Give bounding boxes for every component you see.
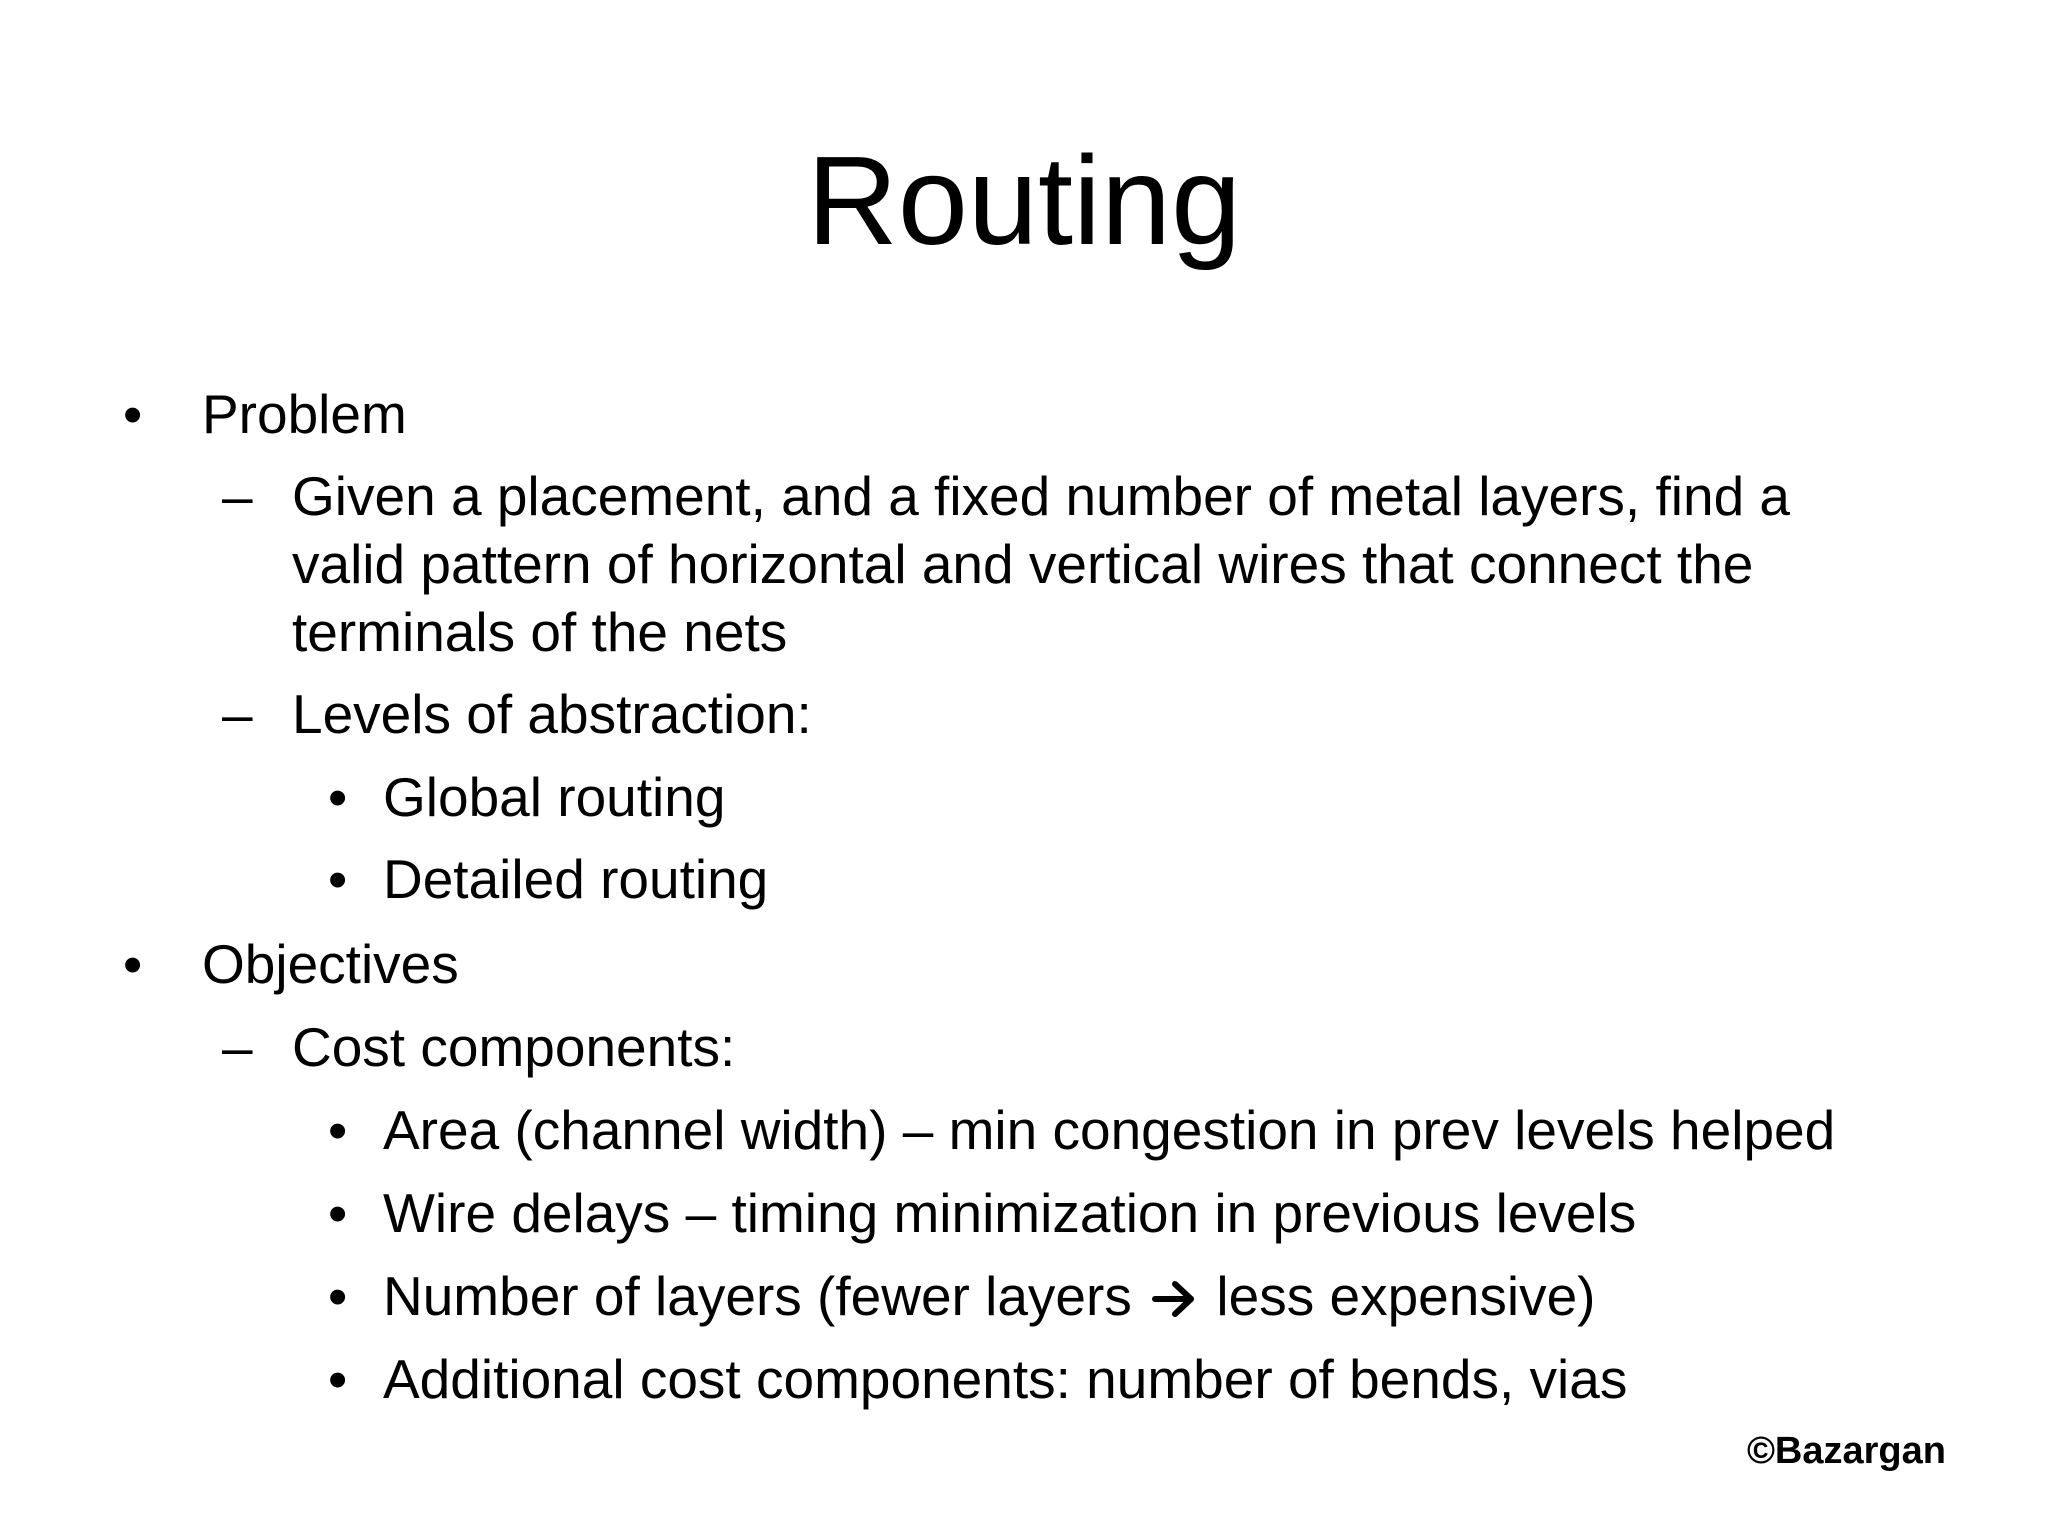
problem-given-line-3: terminals of the nets (292, 601, 788, 663)
level-detailed-routing: Detailed routing (383, 848, 769, 910)
cost-item-layers-text-before: Number of layers (fewer layers (383, 1265, 1132, 1327)
copyright-notice: ©Bazargan (1746, 1430, 1946, 1472)
dash-icon: – (222, 683, 253, 745)
bullet-icon: • (328, 766, 348, 828)
bullet-icon: • (123, 383, 143, 445)
slide-title: Routing (806, 130, 1242, 271)
levels-heading: Levels of abstraction: (292, 683, 812, 745)
problem-heading: Problem (202, 383, 407, 445)
problem-given-line-2: valid pattern of horizontal and vertical wires that connect the (292, 533, 1754, 595)
cost-item-layers (383, 1262, 1595, 1330)
bullet-icon: • (328, 848, 348, 910)
dash-icon: – (222, 465, 253, 527)
cost-item-area: Area (channel width) – min congestion in prev levels helped (383, 1099, 1836, 1161)
bullet-icon: • (328, 1099, 348, 1161)
level-global-routing: Global routing (383, 766, 726, 828)
cost-item-wire-delays: Wire delays – timing minimization in previous levels (383, 1182, 1637, 1244)
objectives-heading: Objectives (202, 933, 459, 995)
cost-components-heading: Cost components: (292, 1016, 736, 1078)
dash-icon: – (222, 1016, 253, 1078)
bullet-icon: • (123, 933, 143, 995)
cost-item-additional: Additional cost components: number of bends, vias (383, 1348, 1628, 1410)
bullet-icon: • (328, 1182, 348, 1244)
cost-item-layers-text-after: less expensive) (1216, 1265, 1596, 1327)
bullet-icon: • (328, 1348, 348, 1410)
problem-given-line-1: Given a placement, and a fixed number of metal layers, find a (292, 465, 1791, 527)
right-arrow-icon (1151, 1279, 1197, 1319)
bullet-icon: • (328, 1265, 348, 1327)
